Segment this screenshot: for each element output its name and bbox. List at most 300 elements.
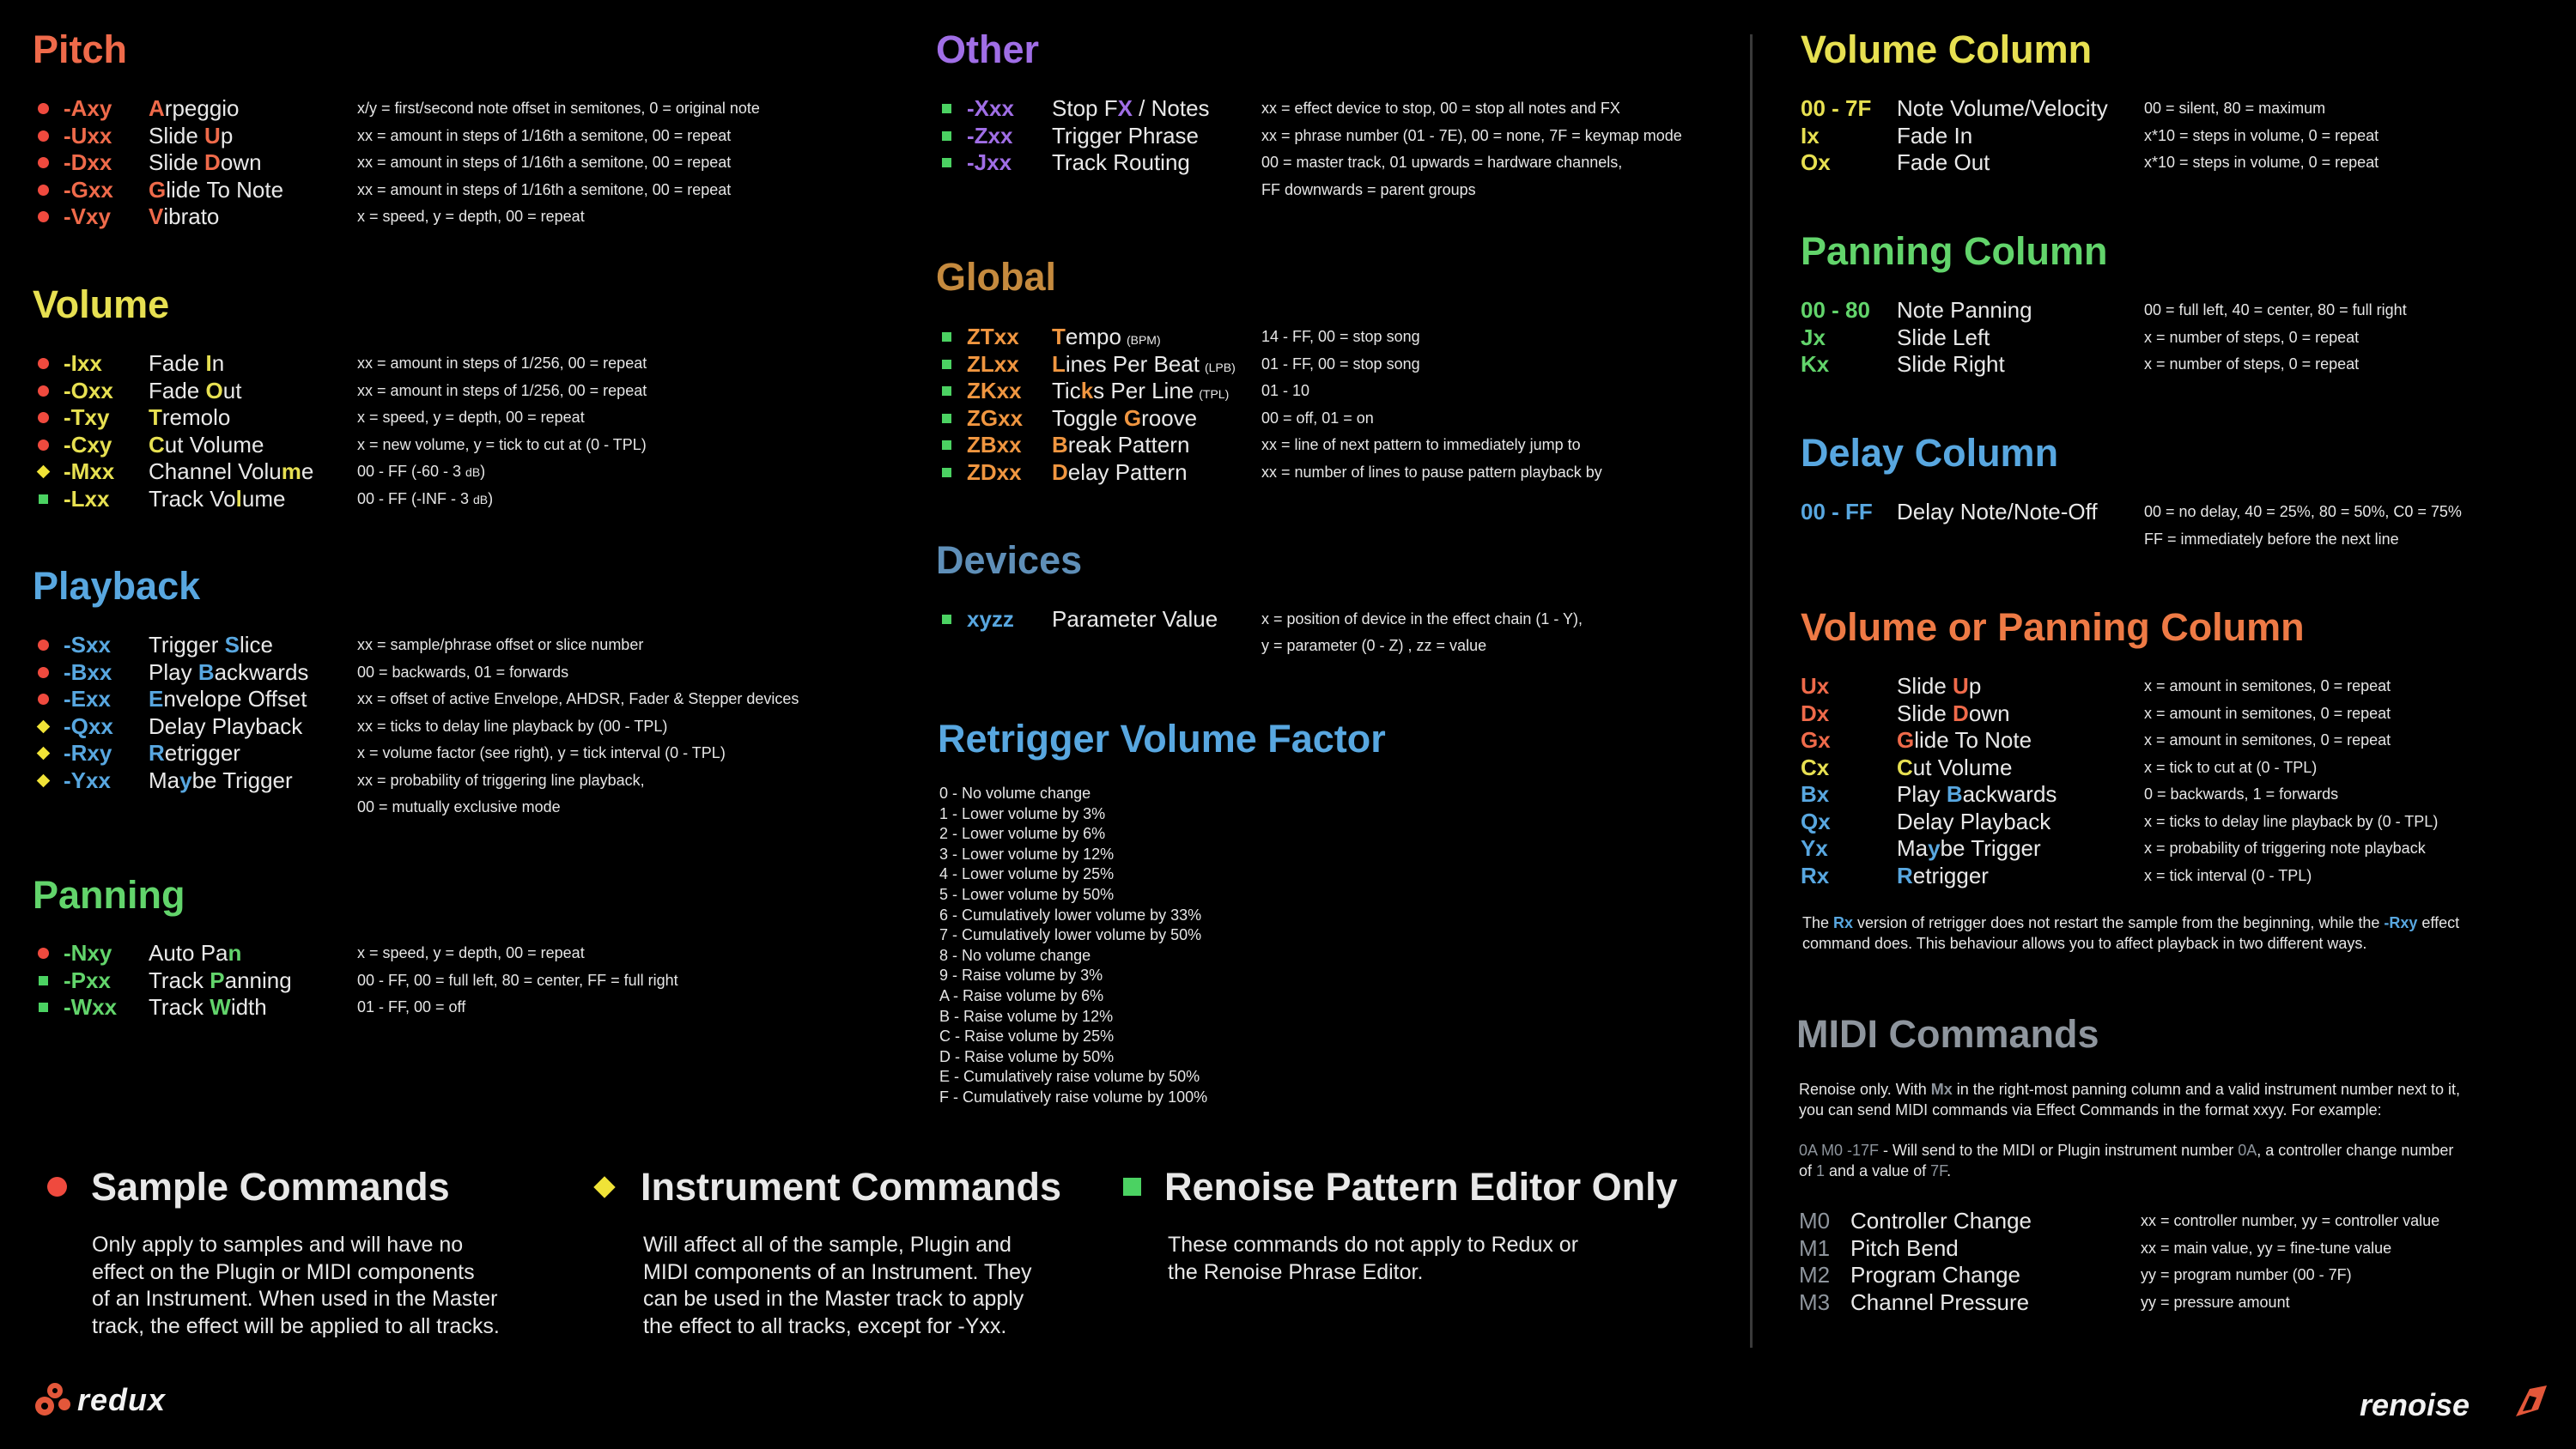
legend-sample-title: Sample Commands (91, 1165, 450, 1209)
command-code: -Uxx (64, 122, 112, 149)
editor-bullet-square-icon (942, 468, 951, 477)
command-description (2144, 700, 2391, 727)
command-name (149, 149, 262, 176)
command-name-text: Note Volume/Velocity (1897, 95, 2108, 121)
command-name-highlight: k (1080, 378, 1094, 403)
command-code: -Lxx (64, 485, 110, 512)
command-name-highlight: S (224, 632, 240, 658)
command-description (357, 177, 731, 203)
sample-bullet-circle-icon (38, 185, 49, 196)
sample-bullet-circle-icon (38, 130, 49, 142)
command-name (1052, 324, 1161, 354)
command-description (2144, 755, 2317, 781)
command-name (1052, 432, 1189, 458)
command-name-unit: (BPM) (1126, 333, 1161, 347)
column-divider (1750, 34, 1753, 1348)
command-code: xyzz (967, 606, 1014, 632)
command-code: -Sxx (64, 632, 111, 658)
description-unit: dB (465, 465, 481, 479)
command-description (2144, 499, 2462, 525)
description-text: 00 = off, 01 = on (1261, 409, 1374, 427)
retrigger-factor-line: 9 - Raise volume by 3% (939, 967, 1103, 985)
legend-line: Only apply to samples and will have no (92, 1233, 464, 1257)
instrument-bullet-diamond-icon (37, 747, 51, 761)
command-name-text: Trigger Phrase (1052, 122, 1199, 149)
command-name-unit: (LPB) (1204, 360, 1236, 374)
editor-bullet-square-icon (942, 440, 951, 450)
command-name-text: Channel Pressure (1850, 1288, 2030, 1315)
command-description (2141, 1208, 2439, 1234)
command-name (149, 458, 313, 485)
command-name-text: Toggle (1052, 404, 1124, 431)
command-name (149, 350, 224, 377)
command-name-text: Play (149, 658, 198, 685)
command-description (357, 967, 678, 994)
command-description (357, 994, 465, 1021)
command-name-highlight: B (197, 658, 215, 685)
legend-line: can be used in the Master track to apply (643, 1287, 1024, 1311)
command-description (1261, 351, 1420, 378)
command-name (149, 95, 240, 122)
command-name-text: Tic (1052, 378, 1081, 403)
delay-column-section (1801, 431, 2059, 475)
editor-bullet-square-icon (942, 158, 951, 167)
section-title: Global (936, 255, 1057, 299)
retrigger-note (1802, 912, 2459, 954)
command-name-text: ackwards (214, 658, 309, 685)
retrigger-factor-line: 4 - Lower volume by 25% (939, 865, 1115, 883)
command-name-highlight: I (205, 350, 212, 376)
command-code: M3 (1799, 1288, 1831, 1315)
command-name (1897, 123, 1972, 149)
command-name-text: ibrato (163, 203, 220, 229)
command-description (357, 940, 585, 967)
command-code: -Cxy (64, 431, 112, 458)
command-description (2144, 809, 2438, 835)
instrument-bullet-diamond-icon (37, 773, 51, 787)
description-text: x = speed, y = depth, 00 = repeat (357, 409, 585, 426)
command-code: -Yxx (64, 767, 111, 793)
playback-extra-desc: 00 = mutually exclusive mode (357, 798, 561, 815)
description-text: 00 - FF, 00 = full left, 80 = center, FF = full right (357, 971, 678, 989)
command-code: Qx (1801, 808, 1831, 834)
command-name-text: / Notes (1132, 95, 1210, 121)
command-name-highlight: A (149, 95, 165, 121)
command-code: Ox (1801, 149, 1831, 175)
command-name (1850, 1235, 1959, 1262)
command-name-text: roove (1141, 404, 1198, 431)
command-description (2144, 835, 2426, 862)
command-name-text: be Trigger (191, 767, 293, 793)
command-code: 00 - 80 (1801, 297, 1870, 323)
command-code: M2 (1799, 1262, 1831, 1288)
legend-instrument-text (643, 1232, 1032, 1340)
command-name-highlight: G (1897, 727, 1915, 753)
note-rx: Rx (1833, 914, 1854, 931)
command-name-highlight: n (228, 940, 242, 966)
sample-bullet-circle-icon (38, 103, 49, 114)
description-text: x = volume factor (see right), y = tick interval (0 - TPL) (357, 744, 726, 761)
retrigger-section (938, 717, 1386, 761)
command-description (357, 378, 647, 404)
section-title: Retrigger Volume Factor (938, 717, 1386, 761)
command-name-text: Play (1897, 781, 1947, 807)
command-name-highlight: O (205, 377, 223, 403)
command-name-highlight: C (149, 431, 165, 458)
command-description (1261, 432, 1581, 458)
sample-bullet-circle-icon (38, 385, 49, 397)
command-name-highlight: B (1052, 432, 1068, 458)
note-text: version of retrigger does not restart the sample from the beginning, while the (1853, 914, 2385, 931)
command-name-text: Slide (149, 122, 205, 149)
midi-example-text: , a controller change number (2257, 1142, 2454, 1159)
command-name-text: Pitch Bend (1850, 1234, 1959, 1261)
command-description (2144, 95, 2325, 122)
description-text: x = amount in semitones, 0 = repeat (2144, 677, 2391, 694)
panning-column-section (1801, 229, 2108, 273)
description-text: 0 = backwards, 1 = forwards (2144, 785, 2339, 803)
editor-bullet-square-icon (942, 332, 951, 342)
command-description (2141, 1289, 2290, 1316)
command-code: -Jxx (967, 149, 1012, 175)
command-name-text: ume (241, 485, 286, 512)
command-code: M1 (1799, 1234, 1831, 1261)
command-description (357, 350, 647, 377)
command-code: -Nxy (64, 940, 112, 966)
command-name (1052, 405, 1197, 432)
legend-editor-title: Renoise Pattern Editor Only (1164, 1165, 1678, 1209)
editor-bullet-square-icon (942, 360, 951, 369)
description-text: xx = amount in steps of 1/16th a semitone, 00 = repeat (357, 126, 732, 144)
midi-example-value: 7F (1930, 1162, 1947, 1179)
retrigger-factor-line: 2 - Lower volume by 6% (939, 825, 1106, 843)
description-text: 00 = full left, 40 = center, 80 = full right (2144, 301, 2407, 318)
section-title: MIDI Commands (1796, 1012, 2099, 1056)
command-description (357, 767, 645, 794)
editor-bullet-square-icon (39, 976, 48, 985)
description-text: xx = main value, yy = fine-tune value (2141, 1239, 2392, 1257)
command-name-text: own (1968, 700, 2010, 726)
command-description (1261, 123, 1682, 149)
command-name (149, 378, 241, 404)
command-code: -Bxx (64, 658, 112, 685)
midi-mx: Mx (1930, 1081, 1953, 1098)
section-title: Devices (936, 538, 1083, 582)
command-name-highlight: U (204, 122, 221, 149)
command-code: ZBxx (967, 432, 1022, 458)
command-name-text: ut Volume (1912, 754, 2013, 780)
command-description (2141, 1262, 2352, 1288)
command-name-text: Track Routing (1052, 149, 1190, 175)
editor-bullet-square-icon (942, 386, 951, 396)
command-description (1261, 606, 1583, 633)
retrigger-factor-line: 7 - Cumulatively lower volume by 50% (939, 926, 1202, 944)
command-name (1052, 149, 1190, 176)
midi-example-text: . (1947, 1162, 1952, 1179)
sample-bullet-circle-icon (38, 440, 49, 451)
command-name (1897, 755, 2012, 781)
command-name-text: ut Volume (164, 431, 264, 458)
command-code: Rx (1801, 862, 1830, 888)
command-name-text: Delay Playback (149, 712, 303, 739)
command-description (357, 632, 643, 658)
command-name-text: lide To Note (1914, 727, 2032, 753)
command-name-highlight: T (1052, 324, 1066, 349)
command-name (1052, 123, 1199, 149)
command-name (149, 767, 293, 794)
command-name-text: Ma (1897, 835, 1929, 861)
panning-section (33, 873, 185, 917)
description-text: x = ticks to delay line playback by (0 - TPL) (2144, 812, 2439, 830)
command-name (1897, 727, 2032, 754)
command-name-highlight: P (210, 967, 225, 993)
command-description (2144, 297, 2407, 324)
sample-bullet-circle-icon (38, 412, 49, 423)
command-name-highlight: B (1946, 781, 1963, 807)
description-text: xx = line of next pattern to immediately jump to (1261, 436, 1581, 453)
midi-section (1796, 1012, 2099, 1056)
command-description (357, 740, 726, 767)
command-name (1897, 809, 2050, 835)
description-text: xx = amount in steps of 1/16th a semitone, 00 = repeat (357, 180, 732, 198)
command-name (1052, 378, 1229, 408)
instrument-commands-diamond-icon (593, 1176, 615, 1197)
description-text: ) (480, 463, 486, 480)
command-name-text: lice (239, 632, 273, 658)
command-description (2144, 324, 2359, 351)
description-unit: dB (473, 492, 489, 506)
command-code: Cx (1801, 754, 1830, 780)
description-text: xx = ticks to delay line playback by (00 - TPL) (357, 717, 668, 735)
command-description (1261, 95, 1620, 122)
description-text: ) (488, 489, 494, 507)
description-text: xx = controller number, yy = controller value (2141, 1212, 2440, 1229)
command-code: Kx (1801, 351, 1830, 377)
midi-example-value: 0A (2238, 1142, 2257, 1159)
command-name-text: Program Change (1850, 1262, 2020, 1288)
command-name (149, 994, 267, 1021)
command-name (149, 659, 308, 686)
command-description (357, 404, 585, 431)
command-name (1897, 297, 2032, 324)
description-text: xx = phrase number (01 - 7E), 00 = none, 7F = keymap mode (1261, 126, 1682, 144)
sample-bullet-circle-icon (38, 948, 49, 959)
section-title: Playback (33, 564, 201, 608)
command-name-text: Delay Note/Note-Off (1897, 499, 2098, 524)
command-name-text: Controller Change (1850, 1208, 2032, 1234)
description-text: x = number of steps, 0 = repeat (2144, 355, 2360, 373)
description-text: x = tick interval (0 - TPL) (2144, 866, 2312, 884)
description-text: 00 = no delay, 40 = 25%, 80 = 50%, C0 = 75% (2144, 503, 2462, 520)
midi-intro-text: Renoise only. With (1799, 1081, 1931, 1098)
command-description (2141, 1235, 2391, 1262)
instrument-bullet-diamond-icon (37, 465, 51, 479)
command-name (149, 177, 283, 203)
editor-bullet-square-icon (942, 615, 951, 624)
retrigger-factor-line: 6 - Cumulatively lower volume by 33% (939, 906, 1202, 924)
command-description (2144, 727, 2391, 754)
section-title: Panning (33, 873, 185, 917)
command-name-highlight: W (210, 994, 231, 1020)
command-name-text: anning (224, 967, 292, 993)
legend-instrument-title: Instrument Commands (641, 1165, 1062, 1209)
command-name-text: idth (230, 994, 267, 1020)
devices-section (936, 538, 1083, 582)
command-name-text: remolo (161, 404, 231, 430)
command-name-text: Slide (1897, 700, 1953, 726)
section-title: Pitch (33, 27, 128, 71)
command-code: 00 - 7F (1801, 95, 1872, 121)
command-name-highlight: D (204, 149, 221, 175)
retrigger-factor-line: B - Raise volume by 12% (939, 1007, 1114, 1025)
command-code: Gx (1801, 727, 1831, 753)
command-name-text: Slide (149, 149, 205, 175)
description-text: 00 - FF (-INF - 3 (357, 489, 473, 507)
command-name-highlight: V (149, 203, 164, 229)
command-name-text: reak Pattern (1067, 432, 1190, 458)
command-description (357, 686, 799, 712)
section-title: Panning Column (1801, 229, 2108, 273)
command-name (149, 203, 219, 230)
command-code: ZKxx (967, 378, 1022, 403)
legend-line: effect on the Plugin or MIDI components (92, 1259, 475, 1284)
command-description (357, 95, 760, 122)
command-name-text: p (1968, 673, 1982, 699)
command-name (1897, 149, 1990, 176)
command-name (149, 686, 307, 712)
command-name-highlight: X (1117, 95, 1133, 121)
command-name-text: Auto Pa (149, 940, 228, 966)
command-name-text: n (211, 350, 225, 376)
command-code: -Exx (64, 686, 111, 712)
command-name-text: Track (149, 994, 210, 1020)
note-text: The (1802, 914, 1834, 931)
description-text: yy = pressure amount (2141, 1293, 2290, 1311)
redux-logo-icon (33, 1380, 72, 1418)
section-title: Volume Column (1801, 27, 2093, 71)
devices-extra-desc: y = parameter (0 - Z) , zz = value (1261, 637, 1487, 654)
vol-pan-column-section (1801, 605, 2305, 649)
command-name (149, 713, 302, 740)
other-extra-desc: FF downwards = parent groups (1261, 181, 1476, 198)
sample-bullet-circle-icon (38, 640, 49, 651)
instrument-bullet-diamond-icon (37, 719, 51, 733)
legend-line: These commands do not apply to Redux or (1168, 1233, 1579, 1257)
retrigger-factor-line: A - Raise volume by 6% (939, 987, 1104, 1004)
description-text: 00 = master track, 01 upwards = hardware channels, (1261, 154, 1623, 171)
command-code: Dx (1801, 700, 1830, 726)
command-name (1897, 700, 2010, 727)
command-name-highlight: G (1123, 404, 1142, 431)
command-code: 00 - FF (1801, 499, 1873, 524)
description-text: 01 - 10 (1261, 382, 1310, 399)
command-code: ZGxx (967, 404, 1024, 431)
description-text: x*10 = steps in volume, 0 = repeat (2144, 126, 2379, 144)
command-name-text: e (301, 458, 314, 484)
command-name (149, 632, 273, 658)
command-code: -Dxx (64, 149, 112, 175)
command-description (2144, 149, 2379, 176)
command-name-text: Fade Out (1897, 149, 1990, 175)
command-name-text: own (220, 149, 262, 175)
command-name-text: Track (149, 967, 210, 993)
midi-example-code: 0A M0 -17F (1799, 1142, 1880, 1159)
retrigger-factor-line: 8 - No volume change (939, 946, 1091, 964)
command-name-highlight: R (1897, 862, 1913, 888)
command-code: -Vxy (64, 203, 111, 229)
command-name (1897, 835, 2041, 862)
command-name (149, 123, 233, 149)
command-code: ZLxx (967, 350, 1019, 377)
command-description (1261, 459, 1602, 486)
description-text: x = probability of triggering note playback (2144, 840, 2426, 857)
command-name (1897, 673, 1981, 700)
description-text: xx = offset of active Envelope, AHDSR, Fader & Stepper devices (357, 690, 799, 707)
command-name-highlight: L (1052, 350, 1066, 377)
command-name (1850, 1289, 2029, 1316)
midi-intro-text: in the right-most panning column and a valid instrument number next to it, (1952, 1081, 2461, 1098)
section-title: Volume (33, 282, 170, 326)
other-section (936, 27, 1040, 71)
retrigger-factor-line: 3 - Lower volume by 12% (939, 845, 1115, 863)
legend-line: the Renoise Phrase Editor. (1168, 1259, 1424, 1284)
global-section (936, 255, 1057, 299)
command-code: Yx (1801, 835, 1828, 861)
command-name-text: empo (1065, 324, 1121, 349)
legend-line: track, the effect will be applied to all tracks. (92, 1313, 500, 1338)
command-name (1052, 351, 1236, 381)
command-name-text: Track Vo (149, 485, 236, 512)
command-name (1052, 459, 1188, 486)
command-name (1850, 1208, 2032, 1234)
command-name (149, 432, 264, 458)
command-description (357, 486, 493, 513)
command-name-highlight: G (149, 176, 167, 203)
command-code: -Gxx (64, 176, 113, 203)
command-description (1261, 324, 1420, 350)
command-code: ZTxx (967, 324, 1019, 349)
command-description (357, 659, 568, 686)
command-code: -Ixx (64, 350, 102, 376)
command-name-text: Fade (149, 350, 206, 376)
command-description (357, 203, 585, 230)
command-name-highlight: D (1953, 700, 1969, 726)
command-description (2144, 123, 2379, 149)
command-description (357, 458, 485, 486)
description-text: xx = amount in steps of 1/256, 00 = repeat (357, 355, 647, 372)
editor-bullet-square-icon (942, 104, 951, 113)
command-name (1897, 95, 2108, 122)
command-name-text: etrigger (164, 740, 240, 766)
command-name-text: ackwards (1962, 781, 2057, 807)
command-description (1261, 405, 1374, 432)
retrigger-factor-line: 1 - Lower volume by 3% (939, 804, 1106, 822)
command-name-highlight: m (281, 458, 301, 484)
legend-line: Will affect all of the sample, Plugin and (643, 1233, 1012, 1257)
command-name-text: elay Pattern (1067, 458, 1188, 485)
description-text: 01 - FF, 00 = off (357, 998, 466, 1016)
description-text: 14 - FF, 00 = stop song (1261, 328, 1420, 345)
command-code: -Txy (64, 404, 110, 430)
command-code: -Mxx (64, 458, 115, 484)
command-name (1897, 324, 1990, 351)
command-name (1897, 351, 2005, 378)
description-text: x = speed, y = depth, 00 = repeat (357, 944, 585, 961)
command-name (149, 486, 285, 512)
command-code: -Axy (64, 95, 112, 121)
sample-bullet-circle-icon (38, 694, 49, 705)
description-text: x = new volume, y = tick to cut at (0 - TPL) (357, 435, 647, 453)
